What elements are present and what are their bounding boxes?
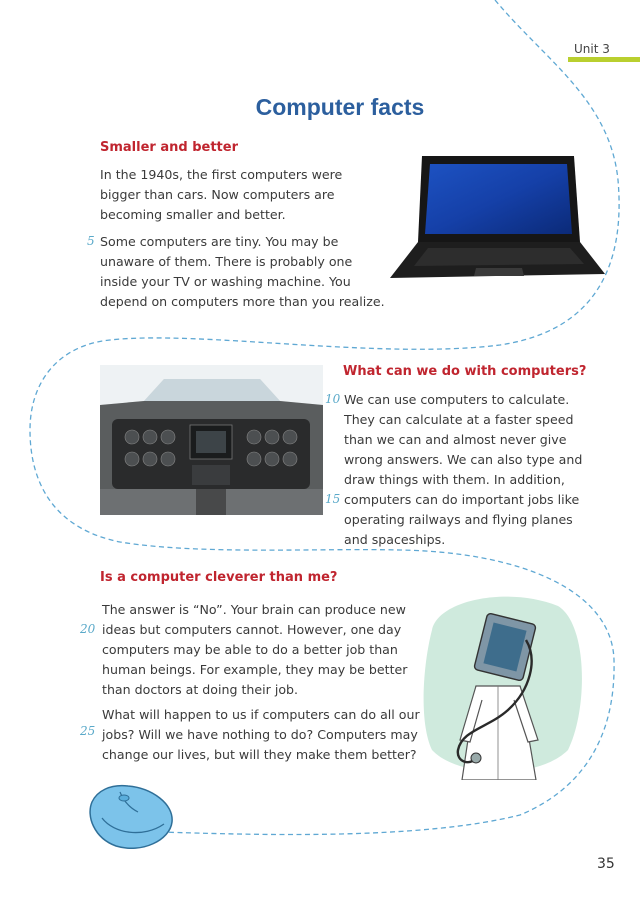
cockpit-image bbox=[100, 365, 323, 515]
text-line: Some computers are tiny. You may be bbox=[100, 234, 339, 249]
unit-label: Unit 3 bbox=[574, 42, 610, 56]
text-line: The answer is “No”. Your brain can produce new bbox=[102, 602, 406, 617]
line-number-15: 15 bbox=[325, 492, 341, 506]
text-line: inside your TV or washing machine. You bbox=[100, 274, 351, 289]
section-heading-smaller-better: Smaller and better bbox=[100, 140, 238, 155]
text-line: In the 1940s, the first computers were bbox=[100, 167, 343, 182]
text-line: What will happen to us if computers can do all our bbox=[102, 707, 420, 722]
text-line: computers can do important jobs like bbox=[344, 492, 580, 507]
line-number-10: 10 bbox=[325, 392, 341, 406]
text-line: wrong answers. We can also type and bbox=[344, 452, 583, 467]
text-line: than doctors at doing their job. bbox=[102, 682, 299, 697]
line-number-5: 5 bbox=[87, 234, 95, 248]
text-line: than we can and almost never give bbox=[344, 432, 567, 447]
text-line: bigger than cars. Now computers are bbox=[100, 187, 335, 202]
text-line: operating railways and flying planes bbox=[344, 512, 573, 527]
text-line: We can use computers to calculate. bbox=[344, 392, 570, 407]
line-number-25: 25 bbox=[80, 724, 96, 738]
page-title: Computer facts bbox=[255, 94, 425, 120]
text-line: unaware of them. There is probably one bbox=[100, 254, 353, 269]
text-line: draw things with them. In addition, bbox=[344, 472, 565, 487]
text-line: They can calculate at a faster speed bbox=[344, 412, 574, 427]
section-heading-what-can-we-do: What can we do with computers? bbox=[343, 364, 587, 379]
mouse-illustration bbox=[84, 778, 176, 852]
text-line: change our lives, but will they make them better? bbox=[102, 747, 417, 762]
text-line: human beings. For example, they may be better bbox=[102, 662, 408, 677]
laptop-image bbox=[384, 152, 606, 282]
text-line: becoming smaller and better. bbox=[100, 207, 286, 222]
text-line: jobs? Will we have nothing to do? Computers may bbox=[102, 727, 418, 742]
computer-doctor-illustration bbox=[418, 590, 590, 780]
text-line: and spaceships. bbox=[344, 532, 446, 547]
page-number: 35 bbox=[597, 856, 615, 872]
text-line: ideas but computers cannot. However, one day bbox=[102, 622, 402, 637]
unit-accent-bar bbox=[568, 57, 640, 62]
line-number-20: 20 bbox=[80, 622, 96, 636]
text-line: depend on computers more than you realize. bbox=[100, 294, 385, 309]
section-heading-cleverer: Is a computer cleverer than me? bbox=[100, 570, 338, 585]
text-line: computers may be able to do a better job than bbox=[102, 642, 398, 657]
